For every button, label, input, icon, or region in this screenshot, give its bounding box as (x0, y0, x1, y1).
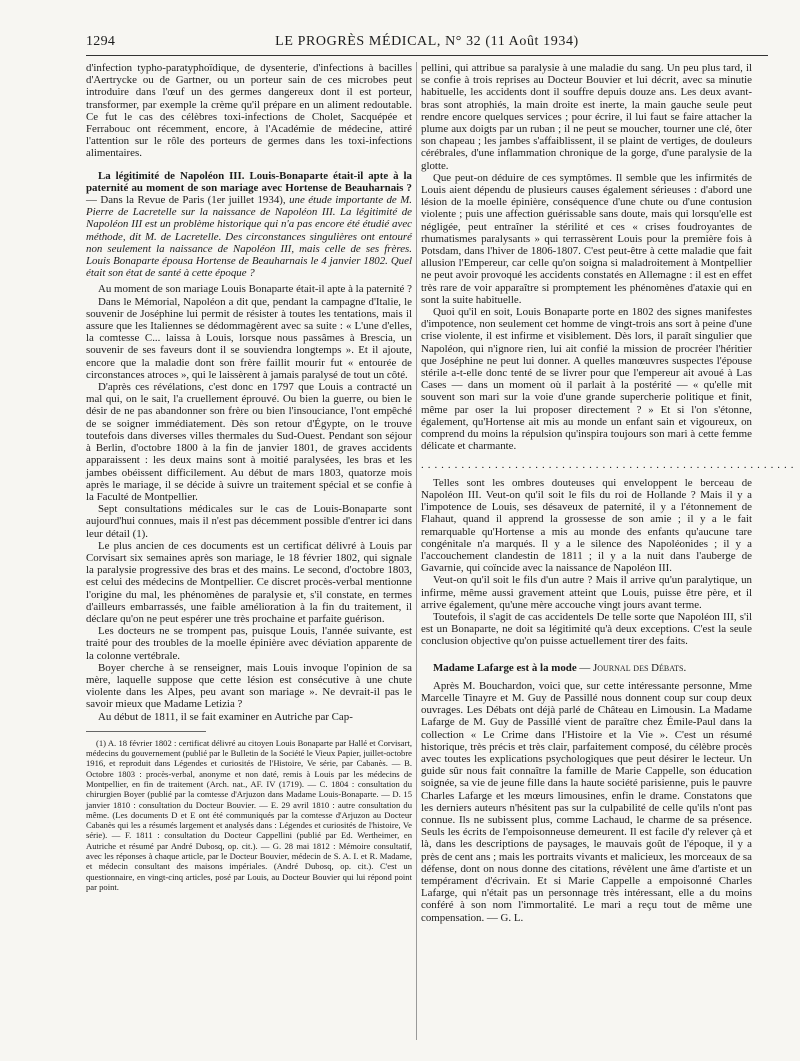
article-paragraph: Veut-on qu'il soit le fils d'un autre ? Mais il arrive qu'un paralytique, un infirme, même aussi gravement atteint que Louis, puisse être père, et il arrive également, qu'une mère accouche vingt jours avant terme. (421, 574, 752, 611)
journal-title: LE PROGRÈS MÉDICAL, N° 32 (11 Août 1934) (275, 34, 579, 49)
right-column (421, 62, 798, 924)
lafarge-title: Madame Lafarge est à la mode (433, 661, 577, 674)
article-lafarge (421, 662, 752, 924)
lafarge-source: — Journal des Débats. (576, 661, 687, 674)
article-paragraph: Dans le Mémorial, Napoléon a dit que, pendant la campagne d'Italie, le souvenir de Joséphine lui permit de résister à toutes les tentations, mais il assure que les Italiennes se dédommagèrent avec sa suite : « L'une d'elles, la comtesse C... laissa à Louis, lorsque nous passâmes à Brescia, un souvenir de ses faveurs dont il se souviendra longtemps ». Et il ajoute, encore que la maladie dont son frère faillit mourir fut « entourée de circonstances atroces », qui le laissèrent à jamais paralysé de tout un côté. (86, 295, 412, 381)
article-continuation: pellini, qui attribue sa paralysie à une maladie du sang. Un peu plus tard, il se confie à trois reprises au Docteur Bouvier et lui décrit, avec sa minutie habituelle, les accidents dont il souffre depuis douze ans. Les deux avant-bras sont atrophiés, la main droite est inerte, la main gauche seule peut rendre encore quelques services ; pour écrire, il lui faut se faire attacher la plume aux doigts par un ruban ; il ne peut se moucher, tourner une clé, ôter son chapeau ; les jambes s'affaiblissent, il se plaint de vertiges, de douleurs cérébrales, d'une inflammation chronique de la gorge, d'une paralysie de la glotte. (421, 62, 752, 172)
header-rule (86, 55, 768, 56)
article-paragraph: Au moment de son mariage Louis Bonaparte était-il apte à la paternité ? (98, 283, 412, 296)
article-legitimite (86, 170, 412, 723)
lafarge-body: Après M. Bouchardon, voici que, sur cette intéressante personne, Mme Marcelle Tinayre et M. Guy de Passillé nous donnent coup sur coup deux ouvrages. Les Débats ont déjà parlé de Château en Limousin. La Madame Lafarge de M. Guy de Passillé vient de paraître chez Émile-Paul dans la collection « Le Crime dans l'Histoire et la Vie ». C'est un résumé historique, très précis et très clair, parfaitement composé, du célèbre procès avec toutes les explications psychologiques que peut désirer le lecteur. Un guide sûr nous fait connaître la famille de Marie Cappelle, son éducation soignée, sa vie de jeune fille dans la haute société parisienne, puis le pauvre Charles Lafarge et les mœurs limousines, enfin le drame. Constatons que les derniers auteurs n'hésitent pas sur la culpabilité de celle qu'ils n'ont pas connue. Ils ne subissent plus, comme Lachaud, le charme de sa présence. Seuls les écrits de l'empoisonneuse demeurent. Il est facile d'y relever çà et là, dans les descriptions de paysages, le mauvais goût de l'époque, il y a près de cent ans ; mais les portraits vivants et malicieux, les morceaux de sa défense, dont on nous donne des citations, révèlent une âme d'artiste et un tempérament d'écrivain. Et si Marie Cappelle a empoisonné Charles Lafarge, qui n'était pas un personnage très intéressant, elle a du moins conféré à son nom l'immortalité. Le mari a reçu tout de même une compensation. — G. L. (421, 679, 752, 924)
intro-paragraph: d'infection typho-paratyphoïdique, de dysenterie, d'infections à bacilles d'Aertrycke ou de Gartner, ou un porteur sain de ces microbes peut introduire dans l'œuf un des germes dangereux dont il est porteur, transformer, par exemple la crème qu'il prépare en un aliment redoutable. Ce fut le cas des célèbres toxi-infections de Cholet, Sacquépée et Ferrabouc ont récemment, encore, à l'Académie de médecine, attiré l'attention sur le rôle des porteurs de germes dans les toxi-infections alimentaires. (86, 62, 412, 160)
article-source: — Dans la Revue de Paris (1er juillet 1934), (86, 194, 290, 207)
page-number: 1294 (86, 34, 116, 49)
article-paragraph: Les docteurs ne se trompent pas, puisque Louis, l'année suivante, est traité pour des troubles de la moelle épinière avec déviation apparente de la colonne vertébrale. (86, 625, 412, 662)
article-paragraph: Telles sont les ombres douteuses qui enveloppent le berceau de Napoléon III. Veut-on qu'il soit le fils du roi de Hollande ? Mais il y a l'impotence de Louis, ses désaveux de paternité, il y a l'étonnement de Flahaut, quand il apprend la grossesse de son amie ; il y a le fait remarquable qu'Hortense a mis au monde des enfants qu'aucune tare congénitale n'a marqués. Il y a le silence des Napoléonides ; il y a l'accouchement clandestin de 1811 ; il y a la nuit dans l'auberge de Gavarnie, qui coïncide avec la naissance de Napoléon III. (421, 476, 752, 575)
article-paragraph: D'après ces révélations, c'est donc en 1797 que Louis a contracté un mal qui, on le sait, l'a cruellement éprouvé. Ou bien la guerre, ou bien le désir de ne pas abandonner son frère ou bien l'insouciance, l'ont empêché de se soigner immédiatement. Dès son retour d'Égypte, on le trouve toutefois dans diverses villes thermales du Sud-Ouest. Pendant son séjour à Berlin, d'octobre 1800 à la fin de janvier 1801, de graves accidents apparaissent : les deux mains sont à moitié paralysées, les bras et les jambes obéissent difficilement. Au début de mars 1803, quatorze mois après le mariage, il se décide à suivre un traitement spécial et se confie à la Faculté de Montpellier. (86, 381, 412, 503)
article-heading (86, 170, 412, 280)
article-title: La légitimité de Napoléon III. Louis-Bonaparte était-il apte à la paternité au moment de son mariage avec Hortense de Beauharnais ? (86, 169, 412, 194)
footnote-rule (86, 731, 206, 732)
article-paragraph: Au début de 1811, il se fait examiner en Autriche par Cap- (98, 710, 353, 723)
article-paragraph: Que peut-on déduire de ces symptômes. Il semble que les infirmités de Louis aient dépendu de plusieurs causes également sérieuses : d'abord une lésion de la moelle épinière, conséquence d'une chute ou d'une contusion violente ; puis une affection guérissable sans doute, mais qui lorsqu'elle est négligée, peut entraîner la stérilité et ces « crises foudroyantes de rhumatismes paralysants » qui terrassèrent Louis pour la première fois à Potsdam, dans l'hiver de 1806-1807. C'est peut-être à cette maladie que fait allusion l'Empereur, car celle qu'on soigna si maladroitement à Montpellier ne peut avoir provoqué les accidents constatés en Allemagne : il est en effet très rare de voir apparaître si promptement les phénomènes d'ataxie qui en sont la suite habituelle. (421, 171, 752, 306)
section-separator: ........................................................ (421, 458, 798, 471)
article-paragraph: Toutefois, il s'agit de cas accidentels De telle sorte que Napoléon III, s'il est un Bonaparte, ne doit sa légitimité qu'à deux exceptions. C'est la seule conclusion objective qu'on puisse actuellement tirer des faits. (421, 610, 752, 648)
article-paragraph: Boyer cherche à se renseigner, mais Louis invoque l'opinion de sa mère, laquelle suppose que cette lésion est consécutive à une chute violente dans les Alpes, peu avant son mariage ». Ne devrait-il pas le savoir mieux que Madame Letizia ? (86, 661, 412, 711)
article-paragraph: Le plus ancien de ces documents est un certificat délivré à Louis par Corvisart six semaines après son mariage, le 18 février 1802, qui signale la paralysie progressive des bras et des mains. Le second, d'octobre 1803, est celui des médecins de Montpellier. Ce discret procès-verbal mentionne l'origine du mal, les phénomènes de paralysie et, s'il constate, en termes d'ailleurs embarrassés, une faible amélioration à la fin du traitement, il déclare qu'on ne peut espérer une très prochaine et parfaite guérison. (86, 539, 412, 625)
article-summary: une étude importante de M. Pierre de Lacretelle sur la naissance de Napoléon III. La légitimité de Napoléon III est un problème historique qui n'a pas encore été étudié avec méthode, dit M. de Lacretelle. Des circonstances singulières ont entouré non seulement la naissance de Napoléon III, mais celle de ses frères. Louis Bonaparte épousa Hortense de Beauharnais le 4 janvier 1802. Quel était son état de santé à cette époque ? (86, 194, 413, 280)
lafarge-heading (421, 662, 752, 674)
page-header (86, 34, 768, 54)
article-paragraph: Sept consultations médicales sur le cas de Louis-Bonaparte sont aujourd'hui connues, mais il n'est pas décemment possible d'entrer ici dans leur détail (1). (86, 503, 412, 540)
article-paragraph: Quoi qu'il en soit, Louis Bonaparte porte en 1802 des signes manifestes d'impotence, non seulement cet homme de vingt-trois ans sort à peine d'une crise violente, il est infirme et visiblement. Dès lors, il paraît singulier que Napoléon, qui n'ignore rien, lui ait confié la mission de procréer l'héritier que Joséphine ne peut lui donner. A quelles manœuvres suspectes l'épouse stérile a-t-elle donc tenté de se livrer pour que l'empereur ait avoué à Las Cases — dans un moment où il parlait à la postérité — « qu'elle mit souvent son mari sur la voie d'une grande supercherie politique et finit, même par oser la lui proposer directement ? » Et si l'on s'étonne, également, qu'Hortense ait mis au monde un enfant sain et vigoureux, on comprend du moins la répulsion qu'inspira toujours son mari à cette femme délicate et charmante. (421, 306, 752, 453)
column-divider (416, 62, 417, 1040)
left-column (86, 62, 412, 892)
footnote: (1) A. 18 février 1802 : certificat délivré au citoyen Louis Bonaparte par Hallé et Corvisart, médecins du gouvernement (publié par le Bulletin de la Société le Vieux Papier, juillet-octobre 1916, et reproduit dans Légendes et curiosités de l'Histoire, Ve série, par Cabanès. — B. Octobre 1803 : procès-verbal, anonyme et non daté, remis à Louis par les médecins de Montpellier, en fin de traitement (Arch. nat., AF. IV (1719). — C. 1804 : consultation du chirurgien Boyer (publié par la comtesse d'Arjuzon dans Madame Louis-Bonaparte. — D. 15 janvier 1810 : consultation du Docteur Bouvier. — E. 29 avril 1810 : autre consultation du même. (Les documents D et E ont été communiqués par la comtesse d'Arjuzon au Docteur Cabanès qui les a résumés largement et analysés dans : Légendes et curiosités de l'histoire, Ve série). — F. 1811 : consultation du Docteur Cappellini (publié par Ed. Wertheimer, en Autriche et résumé par André Dubosq, op. cit.). — G. 28 mai 1812 : Mémoire consultatif, avec les réponses à chaque article, par le Docteur Bouvier, médecin de S. A. I. et R. Madame, et médecin consultant des maisons impériales. (André Dubosq, op. cit.). C'est un questionnaire, en vingt-cinq articles, posé par Louis, au Docteur Bouvier qui lui répond point par point. (86, 737, 412, 892)
